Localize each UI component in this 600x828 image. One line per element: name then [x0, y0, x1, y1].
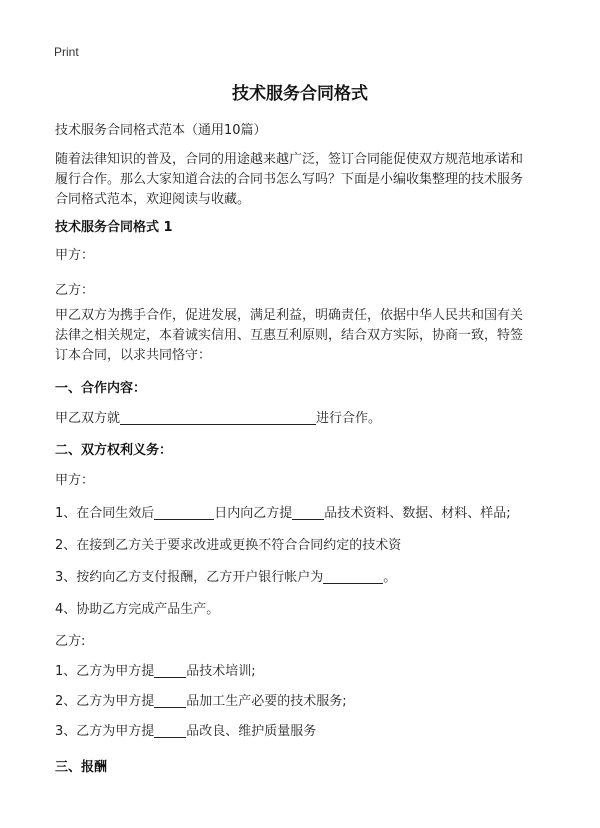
- clause-text: 3、按约向乙方支付报酬，乙方开户银行帐户为: [55, 570, 324, 585]
- heading-remuneration: 三、报酬: [55, 760, 108, 775]
- cooperation-suffix: 进行合作。: [316, 411, 382, 426]
- blank-field: [154, 505, 214, 520]
- clause-text: 1、乙方为甲方提: [55, 664, 155, 679]
- blank-field: [323, 569, 383, 584]
- clause-text: 品技术资料、数据、材料、样品;: [324, 506, 511, 521]
- heading-cooperation: 一、合作内容：: [55, 381, 147, 396]
- clause-a1: [55, 504, 511, 524]
- party-a-subheading: 甲方：: [55, 473, 95, 488]
- clause-text: 1、在合同生效后: [55, 506, 155, 521]
- cooperation-prefix: 甲乙双方就: [55, 411, 121, 426]
- cooperation-line: [55, 409, 381, 429]
- heading-rights-obligations: 二、双方权利义务：: [55, 443, 173, 458]
- preamble-paragraph: [55, 306, 547, 366]
- clause-a3: [55, 568, 396, 588]
- clause-text: 品加工生产必要的技术服务;: [186, 694, 347, 709]
- party-b-subheading: 乙方:: [55, 634, 86, 649]
- clause-b2: [55, 692, 347, 712]
- preamble-line: 法律之相关规定，本着诚实信用、互惠互利原则，结合双方实际，协商一致，特签: [55, 328, 524, 343]
- document-subtitle: 技术服务合同格式范本（通用10篇）: [55, 123, 267, 138]
- blank-field: [154, 693, 186, 708]
- blank-field: [120, 410, 316, 425]
- party-a-label: 甲方：: [55, 248, 95, 263]
- blank-field: [154, 663, 186, 678]
- clause-b1: [55, 662, 256, 682]
- clause-text: 3、乙方为甲方提: [55, 724, 155, 739]
- party-b-label: 乙方：: [55, 283, 95, 298]
- section-heading: 技术服务合同格式 1: [55, 220, 173, 235]
- clause-text: 2、乙方为甲方提: [55, 694, 155, 709]
- clause-a4: 4、协助乙方完成产品生产。: [55, 602, 220, 617]
- clause-text: 。: [383, 570, 397, 585]
- preamble-line: 订本合同，以求共同恪守：: [55, 348, 212, 363]
- intro-paragraph: [55, 150, 547, 210]
- clause-text: 品改良、维护质量服务: [186, 724, 317, 739]
- blank-field: [292, 505, 324, 520]
- intro-line: 履行合作。那么大家知道合法的合同书怎么写吗？下面是小编收集整理的技术服务: [55, 172, 524, 187]
- print-link[interactable]: Print: [54, 45, 79, 59]
- clause-b3: [55, 722, 316, 742]
- clause-text: 日内向乙方提: [214, 506, 293, 521]
- blank-field: [154, 723, 186, 738]
- clause-a2: 2、在接到乙方关于要求改进或更换不符合合同约定的技术资: [55, 538, 402, 553]
- intro-line: 随着法律知识的普及，合同的用途越来越广泛，签订合同能促使双方规范地承诺和: [55, 152, 524, 167]
- document-title: 技术服务合同格式: [232, 84, 368, 104]
- intro-line: 合同格式范本，欢迎阅读与收藏。: [55, 192, 251, 207]
- clause-text: 品技术培训;: [186, 664, 256, 679]
- preamble-line: 甲乙双方为携手合作，促进发展，满足利益，明确责任，依据中华人民共和国有关: [55, 308, 524, 323]
